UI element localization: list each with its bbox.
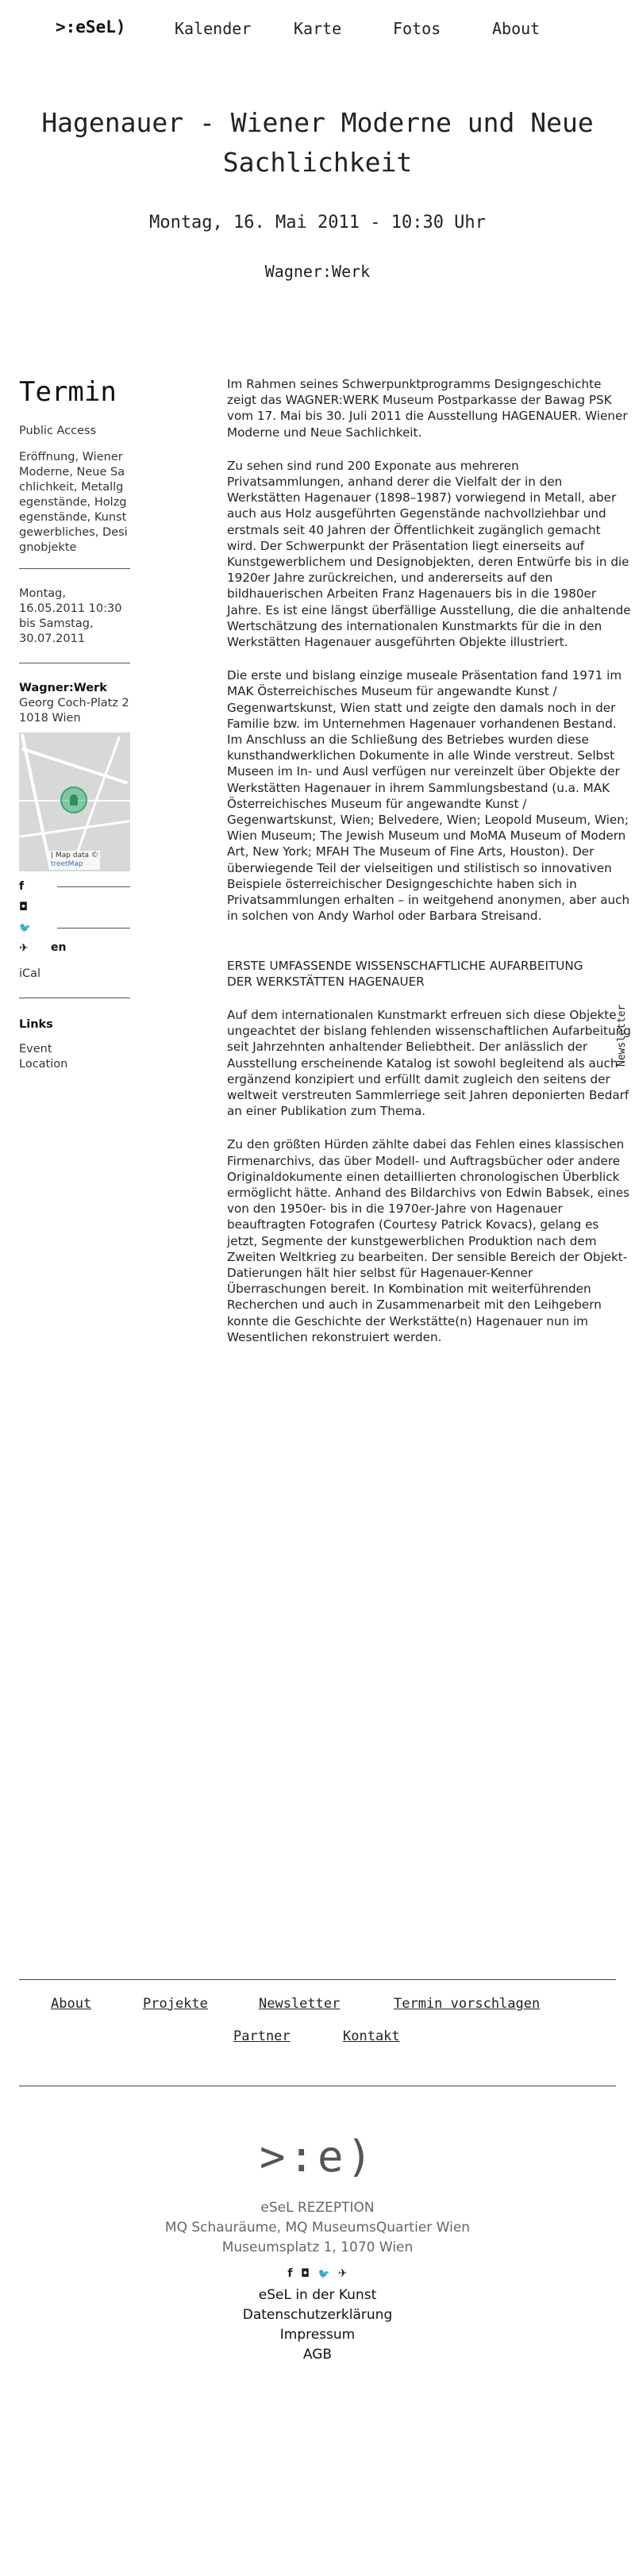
facebook-icon[interactable]: f bbox=[19, 880, 25, 893]
footer-link-newsletter[interactable]: Newsletter bbox=[259, 1996, 341, 2012]
paragraph: Auf dem internationalen Kunstmarkt erfreuen sich diese Objekte ungeachtet der bislang fehlenden wissenschaftlichen Aufarbeitung seit Jahrzehnten anhaltender Beliebtheit. Der anlässlich der Ausstellung erscheinende Katalog ist sowohl begleitend als auch ergänzend konzipiert und erfüllt damit zugleich den seitens der weltweit verstreuten Sammlerriege seit Jahren deponierten Bedarf an einer Publikation zum Thema. bbox=[227, 1007, 631, 1119]
share-telegram-row bbox=[19, 938, 130, 959]
footer-link-impressum[interactable]: Impressum bbox=[279, 2327, 356, 2343]
event-title: Hagenauer - Wiener Moderne und Neue Sachlichkeit bbox=[41, 107, 594, 178]
link-event[interactable]: Event bbox=[19, 1043, 52, 1055]
map-attribution-link[interactable]: treetMap bbox=[51, 860, 83, 868]
footer-link-esel-in-der-kunst[interactable]: eSeL in der Kunst bbox=[258, 2287, 377, 2303]
divider bbox=[57, 928, 130, 929]
links-heading: Links bbox=[19, 1018, 53, 1031]
divider bbox=[57, 886, 130, 887]
venue-city: 1018 Wien bbox=[19, 712, 81, 725]
footer-address-venue: MQ Schauräume, MQ MuseumsQuartier Wien bbox=[164, 2220, 471, 2236]
twitter-icon[interactable]: 🐦 bbox=[19, 922, 31, 933]
share-twitter-row bbox=[19, 917, 130, 938]
footer-logo[interactable]: >:e) bbox=[259, 2132, 376, 2182]
divider bbox=[19, 1979, 616, 1980]
facebook-icon[interactable]: f bbox=[287, 2267, 293, 2280]
event-venue[interactable]: Wagner:Werk bbox=[264, 262, 371, 281]
divider bbox=[19, 568, 130, 569]
footer-address-name: eSeL REZEPTION bbox=[260, 2200, 375, 2216]
nav-fotos[interactable]: Fotos bbox=[393, 19, 441, 38]
nav-about[interactable]: About bbox=[492, 19, 541, 38]
footer-link-datenschutz[interactable]: Datenschutzerklärung bbox=[242, 2307, 393, 2323]
event-dates: Montag, 16.05.2011 10:30 bis Samstag, 30.07.2011 bbox=[19, 587, 122, 645]
venue-name[interactable]: Wagner:Werk bbox=[19, 682, 107, 694]
site-logo[interactable]: >:eSeL) bbox=[56, 17, 126, 37]
map-pin-icon[interactable] bbox=[70, 794, 78, 805]
telegram-icon[interactable]: ✈ bbox=[19, 942, 29, 955]
newsletter-tab[interactable]: Newsletter bbox=[616, 1004, 628, 1067]
footer-link-partner[interactable]: Partner bbox=[233, 2028, 291, 2044]
share-facebook-row bbox=[19, 876, 130, 897]
top-navigation bbox=[56, 17, 579, 43]
venue-street: Georg Coch-Platz 2 bbox=[19, 697, 129, 709]
event-date: Montag, 16. Mai 2011 - 10:30 Uhr bbox=[149, 213, 486, 233]
footer-link-kontakt[interactable]: Kontakt bbox=[343, 2028, 400, 2044]
paragraph: Zu den größten Hürden zählte dabei das Fehlen eines klassischen Firmenarchivs, das über Modell- und Auftragsbücher oder andere Originaldokumente einen detaillierten chronologischen Überblick ermöglicht hätte. Anhand des Bildarchivs von Edwin Babsek, eines von den 1950er- bis in die 1970er-Jahre von Hagenauer beauftragten Fotografen (Courtesy Patrick Kovacs), gelang es jetzt, Segmente der kunstgewerblichen Produktion nach dem Zweiten Weltkrieg zu bearbeiten. Der sensible Bereich der Objekt-Datierungen hält hier selbst für Hagenauer-Kenner Überraschungen bereit. In Kombination mit weiterführenden Recherchen und auch in Zusammenarbeit mit den Leihgebern konnte die Geschichte der Werkstätte(n) Hagenauer nun im Wesentlichen rekonstruiert werden. bbox=[227, 1137, 630, 1344]
telegram-icon[interactable]: ✈ bbox=[337, 2267, 348, 2280]
event-description bbox=[227, 376, 632, 1363]
section-heading: ERSTE UMFASSENDE WISSENSCHAFTLICHE AUFARBEITUNG DER WERKSTÄTTEN HAGENAUER bbox=[227, 958, 583, 989]
link-location[interactable]: Location bbox=[19, 1058, 68, 1071]
sidebar-heading: Termin bbox=[19, 376, 117, 408]
paragraph: Zu sehen sind rund 200 Exponate aus mehreren Privatsammlungen, anhand derer die Vielfalt der in den Werkstätten Hagenauer (1898–1987) vorwiegend in Metall, aber auch aus Holz ausgeführten Gegenstände nachvollziehbar und erstmals seit 40 Jahren der Öffentlichkeit zugänglich gemacht wird. Der Schwerpunkt der Präsentation liegt einerseits auf Kunstgewerblichem und Designobjekten, deren Entwürfe bis in die 1920er Jahre zurückreichen, und andererseits auf den bildhauerischen Arbeiten Franz Hagenauers bis in die 1980er Jahre. Es ist eine längst überfällige Ausstellung, die die anhaltende Wertschätzung des internationalen Kunstmarkts für die in den Werkstätten Hagenauer ausgeführten Objekte illustriert. bbox=[227, 458, 631, 650]
footer-link-agb[interactable]: AGB bbox=[302, 2347, 333, 2363]
footer-link-about[interactable]: About bbox=[51, 1996, 92, 2012]
instagram-icon[interactable]: ◘ bbox=[19, 901, 29, 913]
footer-link-termin-vorschlagen[interactable]: Termin vorschlagen bbox=[394, 1996, 541, 2012]
nav-kalender[interactable]: Kalender bbox=[175, 19, 252, 38]
share-instagram-row bbox=[19, 897, 130, 917]
event-tags[interactable]: Eröffnung, Wiener Moderne, Neue Sachlichkeit, Metallgegenstände, Holzgegenstände, Kunstgewerbliches, Designobjekte bbox=[19, 451, 128, 554]
twitter-icon[interactable]: 🐦 bbox=[318, 2268, 330, 2279]
access-label: Public Access bbox=[19, 425, 97, 437]
ical-link[interactable]: iCal bbox=[19, 967, 41, 980]
footer-address-street: Museumsplatz 1, 1070 Wien bbox=[221, 2240, 414, 2255]
location-map[interactable] bbox=[19, 732, 130, 871]
language-switch[interactable]: en bbox=[51, 941, 67, 954]
footer-social-icons bbox=[0, 2267, 635, 2280]
footer-link-projekte[interactable]: Projekte bbox=[143, 1996, 208, 2012]
nav-karte[interactable]: Karte bbox=[294, 19, 342, 38]
instagram-icon[interactable]: ◘ bbox=[300, 2267, 310, 2280]
paragraph: Die erste und bislang einzige museale Präsentation fand 1971 im MAK Österreichisches Museum für angewandte Kunst / Gegenwartskunst, Wien statt und zeigte den damals noch in der Familie bzw. im Unternehmen Hagenauer vorhandenen Bestand. Im Anschluss an die Schließung des Betriebes wurden diese kunsthandwerklichen Dokumente in alle Winde verstreut. Selbst Museen im In- und Ausl verfügen nur vereinzelt über Objekte der Werkstätten Hagenauer in ihrem Sammlungsbestand (u.a. MAK Österreichisches Museum für angewandte Kunst / Gegenwartskunst, Wien; Belvedere, Wien; Leopold Museum, Wien; Wien Museum; The Jewish Museum und MoMA Museum of Modern Art, New York; MFAH The Museum of Fine Arts, Houston). Der überwiegende Teil der vielseitigen und stilistisch so innovativen Beispiele österreichischer Designgeschichte haben sich in Privatsammlungen erhalten – in weitgehend anonymen, aber auch in solchen von Andy Warhol oder Barbara Streisand. bbox=[227, 668, 630, 924]
map-attribution: | Map data © treetMap bbox=[51, 852, 98, 868]
event-sidebar bbox=[19, 376, 130, 1072]
paragraph: Im Rahmen seines Schwerpunktprogramms Designgeschichte zeigt das WAGNER:WERK Museum Postparkasse der Bawag PSK vom 17. Mai bis 30. Juli 2011 die Ausstellung HAGENAUER. Wiener Moderne und Neue Sachlichkeit. bbox=[227, 377, 628, 440]
